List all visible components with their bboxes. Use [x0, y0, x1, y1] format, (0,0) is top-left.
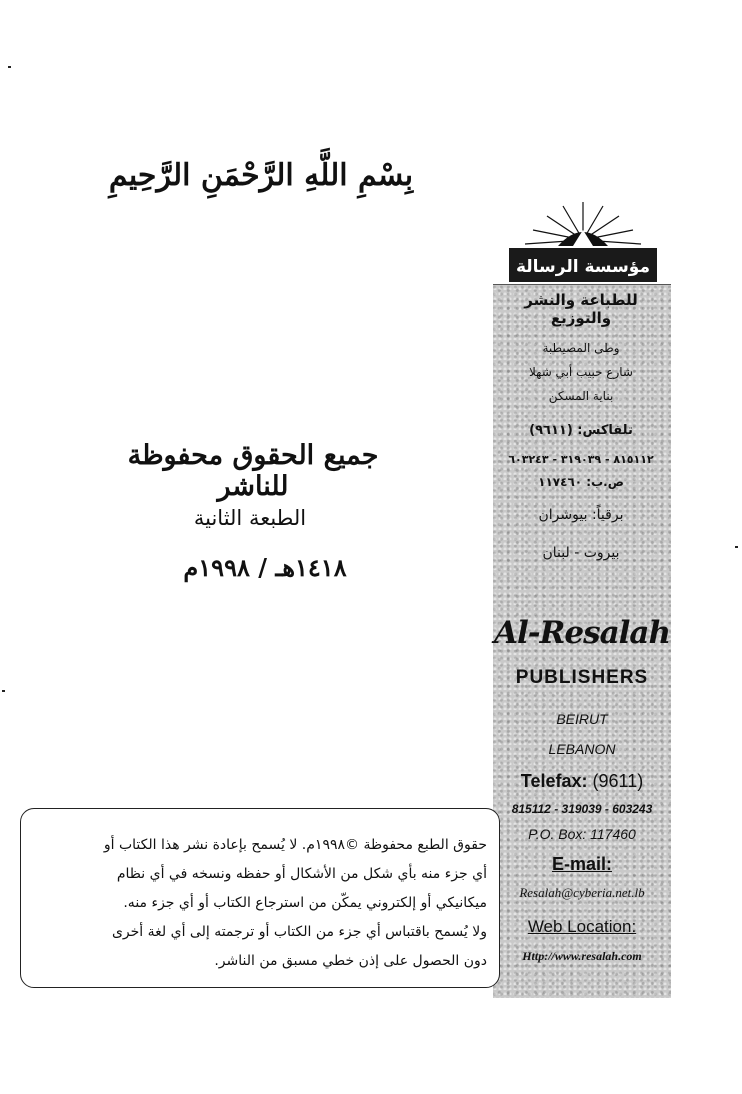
- email-address: Resalah@cyberia.net.lb: [519, 885, 645, 900]
- scan-speck-right: [735, 546, 738, 548]
- po-box-en: P.O. Box: 117460: [528, 826, 636, 842]
- address-line-2-ar: شارع حبيب أبي شهلا: [529, 365, 633, 379]
- address-line-1-ar: وطى المصيطبة: [542, 341, 620, 355]
- web-location-label: Web Location:: [527, 917, 637, 936]
- bismillah-calligraphy: بِسْمِ اللَّهِ الرَّحْمَنِ الرَّحِيمِ: [108, 158, 414, 193]
- notice-line-3: ميكانيكي أو إلكتروني يمكّن من استرجاع الكتاب أو أي جزء منه.: [123, 895, 487, 911]
- city-en: BEIRUT: [556, 711, 608, 727]
- publisher-logo-icon: [503, 200, 663, 282]
- publishers-label: PUBLISHERS: [515, 667, 649, 688]
- publisher-subtitle-ar: للطباعة والنشر والتوزيع: [524, 291, 638, 327]
- publisher-brand-name: Al-Resalah: [493, 615, 671, 651]
- po-box-ar: ص.ب: ١١٧٤٦٠: [538, 475, 624, 489]
- edition-label: الطبعة الثانية: [193, 506, 307, 530]
- publisher-info-panel: [493, 284, 671, 998]
- telefax-label: Telefax:: [520, 771, 588, 791]
- phone-numbers-en: 815112 - 319039 - 603243: [511, 802, 653, 816]
- cable-address-ar: برقياً: بيوشران: [538, 507, 624, 523]
- city-ar: بيروت - لبنان: [542, 545, 620, 561]
- telefax-en: [493, 771, 671, 792]
- website-url: Http://www.resalah.com: [522, 949, 642, 963]
- publisher-logo-text: مؤسسة الرسالة: [515, 257, 651, 277]
- address-line-3-ar: بناية المسكن: [548, 389, 614, 403]
- copyright-notice-text: [35, 831, 487, 976]
- phone-numbers-ar: ٨١٥١١٢ - ٣١٩٠٣٩ - ٦٠٣٢٤٣: [508, 453, 654, 466]
- scan-speck-top-left: [8, 66, 11, 68]
- notice-line-2: أي جزء منه بأي شكل من الأشكال أو حفظه ونسخه في أي نظام: [116, 866, 487, 882]
- publisher-column: [493, 200, 671, 997]
- notice-line-5: دون الحصول على إذن خطي مسبق من الناشر.: [214, 953, 487, 969]
- publication-year: ١٤١٨هـ / ١٩٩٨م: [183, 553, 347, 582]
- email-label: E-mail:: [551, 854, 612, 874]
- copyright-notice-box: [20, 808, 500, 988]
- notice-line-1: حقوق الطبع محفوظة ©١٩٩٨م. لا يُسمح بإعادة نشر هذا الكتاب أو: [103, 837, 487, 853]
- notice-line-4: ولا يُسمح باقتباس أي جزء من الكتاب أو ترجمته إلى أي لغة أخرى: [111, 924, 487, 940]
- telefax-ar: تلفاكس: (٩٦١١): [529, 423, 633, 438]
- telefax-code: (9611): [592, 771, 644, 791]
- all-rights-reserved-title: جميع الحقوق محفوظة للناشر: [127, 440, 379, 502]
- country-en: LEBANON: [548, 741, 616, 757]
- scan-speck-left: [2, 690, 5, 692]
